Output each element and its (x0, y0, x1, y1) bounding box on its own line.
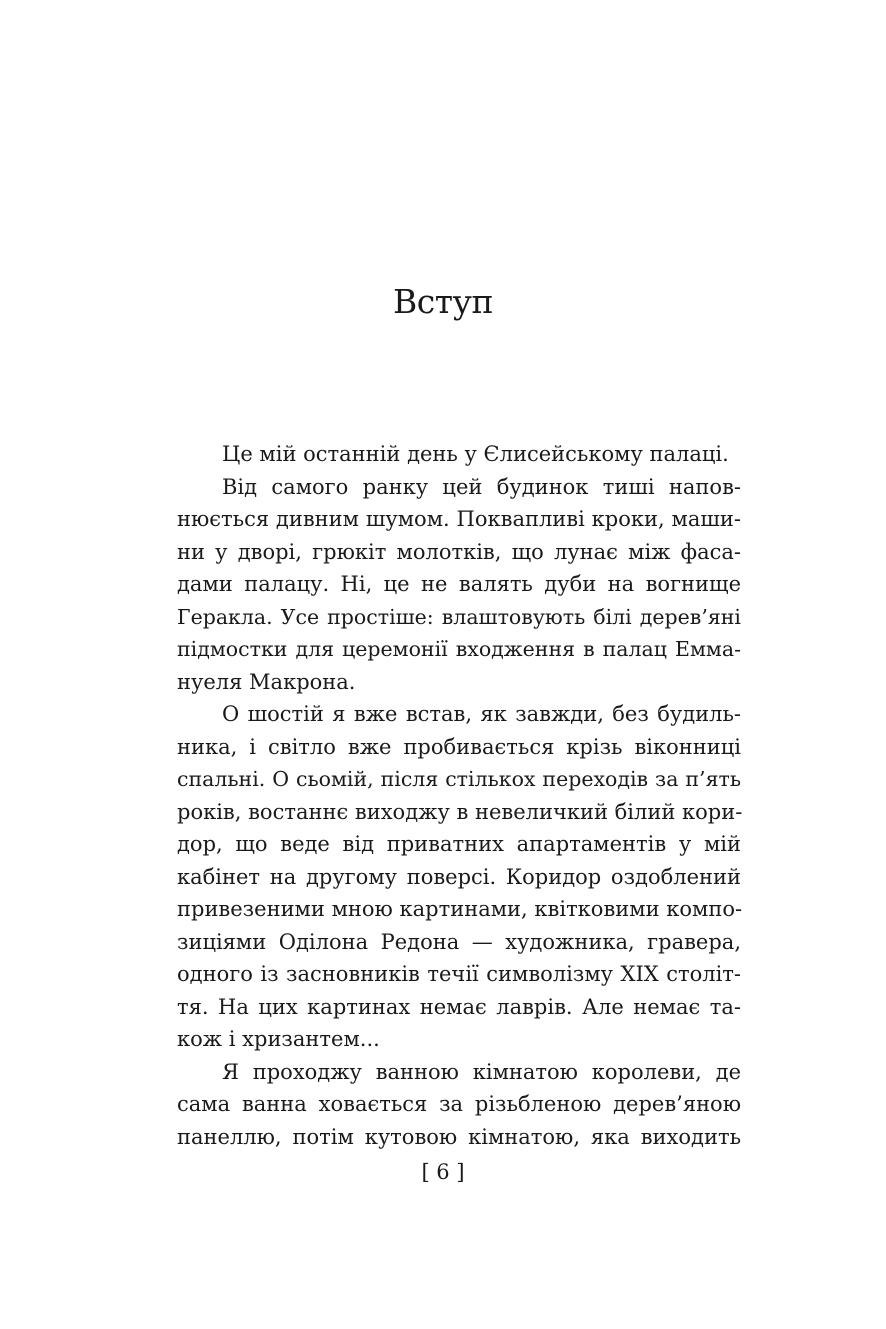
text-line: Я проходжу ванною кімнатою королеви, де (222, 1059, 741, 1084)
text-line: Геракла. Усе простіше: влаштовують білі дерев’яні (177, 604, 741, 629)
text-line: ни у дворі, грюкіт молотків, що лунає між фаса- (177, 539, 741, 564)
chapter-title: Вступ (393, 282, 493, 321)
text-line: нюється дивним шумом. Поквапливі кроки, маши- (177, 507, 741, 531)
text-line: кож і хризантем... (177, 1027, 380, 1051)
text-line: одного із засновників течії символізму XIX століт- (177, 962, 741, 986)
text-line: років, востаннє виходжу в невеличкий білий кори- (177, 799, 743, 824)
text-line: Це мій останній день у Єлисейському палаці. (222, 442, 729, 466)
text-line: сама ванна ховається за різьбленою дерев’яною (177, 1092, 741, 1116)
text-line: кабінет на другому поверсі. Коридор оздоблений (177, 864, 741, 889)
page-number: [ 6 ] (421, 1160, 465, 1184)
text-line: привезеними мною картинами, квітковими компо- (177, 897, 743, 921)
text-line: дами палацу. Ні, це не валять дуби на вогнище (177, 572, 741, 596)
text-line: спальні. О сьомій, після стількох переходів за п’ять (177, 767, 741, 791)
text-line: панеллю, потім кутовою кімнатою, яка виходить (177, 1124, 741, 1149)
text-line: дор, що веде від приватних апартаментів у мій (177, 832, 741, 856)
text-line: нуеля Макрона. (177, 669, 356, 694)
text-line: зиціями Оділона Редона — художника, гравера, (177, 929, 741, 954)
body-text (177, 438, 741, 1153)
text-line: підмостки для церемонії входження в палац Емма- (177, 637, 741, 661)
text-line: тя. На цих картинах немає лаврів. Але немає та- (177, 994, 741, 1019)
text-line: О шостій я вже встав, як завжди, без будиль- (222, 702, 741, 726)
text-line: Від самого ранку цей будинок тиші напов- (222, 474, 741, 499)
text-line: ника, і світло вже пробивається крізь віконниці (177, 734, 741, 759)
